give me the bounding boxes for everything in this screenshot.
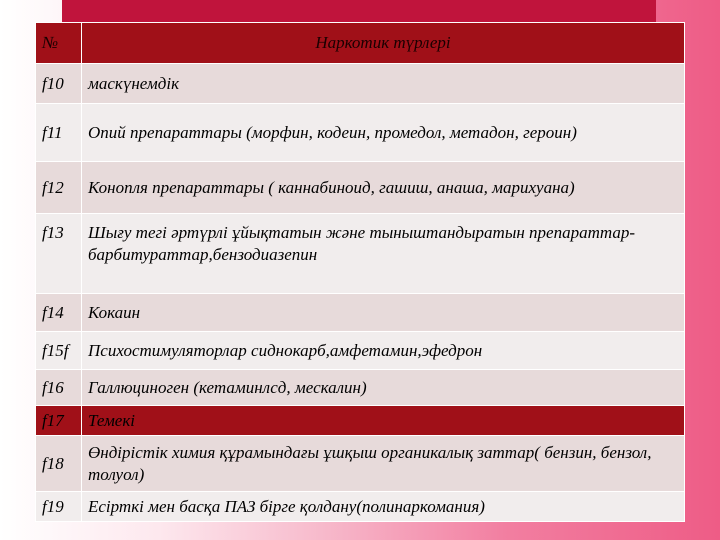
table-row	[36, 214, 685, 294]
drug-types-table	[35, 22, 685, 522]
row-name: Галлюциноген (кетаминлсд, мескалин)	[82, 370, 685, 406]
table-row	[36, 104, 685, 162]
table-header-row	[36, 23, 685, 64]
row-name: Опий препараттары (морфин, кодеин, промедол, метадон, героин)	[82, 104, 685, 162]
top-accent-band	[62, 0, 656, 22]
table-row	[36, 294, 685, 332]
row-name: Кокаин	[82, 294, 685, 332]
row-name: Психостимуляторлар сиднокарб,амфетамин,эфедрон	[82, 332, 685, 370]
row-name: Есірткі мен басқа ПАЗ бірге қолдану(полинаркомания)	[82, 492, 685, 522]
row-name: Шығу тегі әртүрлі ұйықтатын және тыныштандыратын препараттар-барбитураттар,бензодиазепин	[82, 214, 685, 294]
row-name: Конопля препараттары ( каннабиноид, гашиш, анаша, марихуана)	[82, 162, 685, 214]
row-name: маскүнемдік	[82, 64, 685, 104]
row-code: f19	[36, 492, 82, 522]
table-row	[36, 370, 685, 406]
table-row	[36, 162, 685, 214]
row-name: Темекі	[82, 406, 685, 436]
row-code: f17	[36, 406, 82, 436]
table-row	[36, 64, 685, 104]
row-code: f13	[36, 214, 82, 294]
row-code: f10	[36, 64, 82, 104]
row-code: f14	[36, 294, 82, 332]
table-row	[36, 492, 685, 522]
table-row	[36, 436, 685, 492]
row-code: f18	[36, 436, 82, 492]
header-title: Наркотик түрлері	[82, 23, 685, 64]
table-row-highlighted	[36, 406, 685, 436]
row-code: f15f	[36, 332, 82, 370]
row-code: f16	[36, 370, 82, 406]
row-code: f11	[36, 104, 82, 162]
row-code: f12	[36, 162, 82, 214]
table-row	[36, 332, 685, 370]
row-name: Өндірістік химия құрамындағы ұшқыш органикалық заттар( бензин, бензол, толуол)	[82, 436, 685, 492]
header-number: №	[36, 23, 82, 64]
